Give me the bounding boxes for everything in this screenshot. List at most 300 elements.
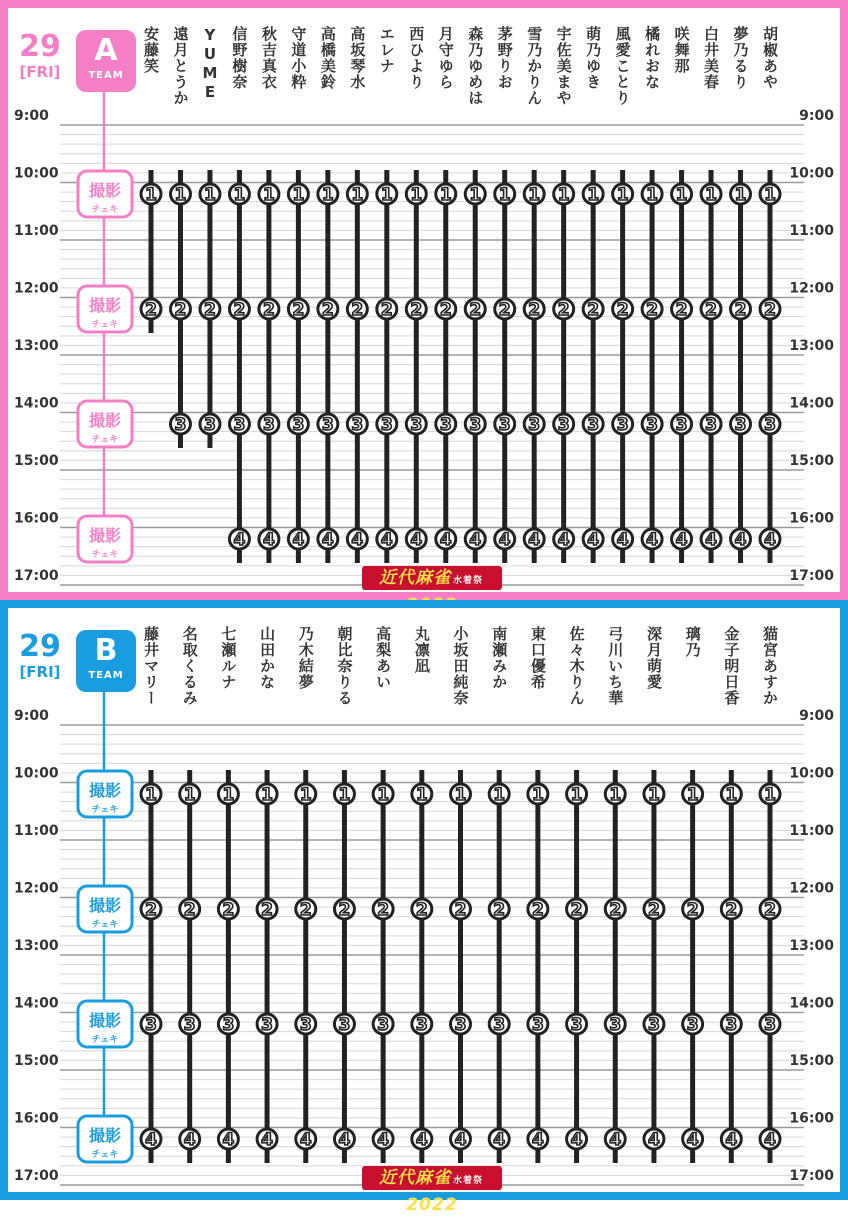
slot-number: 3: [686, 1015, 699, 1035]
member-schedule-bar: [591, 170, 596, 563]
member-column: [613, 170, 633, 563]
member-column: [377, 170, 397, 563]
member-column: [760, 170, 780, 563]
slot-number: 4: [498, 530, 511, 550]
slot-number: 1: [609, 785, 622, 805]
slot-number: 1: [261, 785, 273, 805]
member-column: [567, 770, 587, 1163]
member-name: 夢乃るり: [731, 26, 750, 90]
member-name: 璃乃: [683, 626, 702, 658]
event-logo: [362, 1166, 502, 1215]
slot-number: 2: [557, 300, 570, 320]
slot-number: 3: [380, 415, 393, 435]
slot-number: 3: [557, 415, 570, 435]
time-label-left: 9:00: [14, 108, 49, 124]
session-sublabel: チェキ: [91, 320, 119, 330]
time-label-right: 13:00: [789, 338, 834, 354]
slot-number: 1: [675, 185, 688, 205]
slot-number: 1: [648, 785, 660, 805]
member-name: エレナ: [377, 26, 396, 74]
member-name: 丸凛凪: [412, 626, 431, 674]
slot-number: 2: [233, 300, 246, 320]
slot-number: 2: [454, 900, 467, 920]
slot-number: 3: [233, 415, 246, 435]
slot-number: 4: [469, 530, 482, 550]
session-sublabel: チェキ: [91, 920, 119, 930]
member-column: [347, 170, 367, 563]
session-label: 撮影: [88, 781, 122, 800]
session-box-1: [78, 171, 132, 217]
member-column: [524, 170, 544, 563]
slot-number: 3: [528, 415, 541, 435]
team-a-word: TEAM: [88, 70, 124, 81]
time-label-right: 10:00: [789, 765, 834, 782]
member-name: 咲舞那: [672, 26, 691, 74]
slot-number: 4: [222, 1130, 235, 1150]
slot-number: 2: [528, 300, 541, 320]
team-a-date-number: 29: [19, 29, 61, 64]
member-schedule-bar: [226, 770, 231, 1163]
member-schedule-bar: [355, 170, 360, 563]
member-schedule-bar: [149, 770, 154, 1163]
member-name: 小坂田純奈: [451, 626, 470, 706]
member-column: [180, 770, 200, 1163]
slot-number: 4: [646, 530, 659, 550]
slot-number: 2: [764, 300, 776, 320]
session-sublabel: チェキ: [91, 1150, 119, 1160]
slot-number: 1: [587, 185, 600, 205]
member-name: 西ひより: [407, 26, 426, 90]
slot-number: 1: [705, 185, 717, 205]
member-column: [373, 770, 393, 1163]
slot-number: 3: [145, 1015, 157, 1035]
member-schedule-bar: [709, 170, 714, 563]
slot-number: 4: [725, 1130, 738, 1150]
time-label-right: 11:00: [789, 823, 834, 839]
member-column: [583, 170, 603, 563]
time-label-left: 17:00: [14, 568, 59, 584]
member-column: [731, 170, 751, 563]
slot-number: 3: [415, 1015, 428, 1035]
slot-number: 1: [764, 185, 776, 205]
logo-subtext: 水着祭: [452, 576, 483, 586]
slot-number: 1: [145, 785, 157, 805]
member-schedule-bar: [613, 770, 618, 1163]
slot-number: 2: [648, 900, 660, 920]
slot-number: 1: [145, 185, 157, 205]
member-name: YUME: [200, 26, 219, 102]
member-schedule-bar: [768, 170, 773, 563]
member-schedule-bar: [535, 770, 540, 1163]
member-column: [644, 770, 664, 1163]
time-label-left: 15:00: [14, 1053, 59, 1069]
slot-number: 1: [616, 185, 629, 205]
slot-number: 4: [299, 1130, 312, 1150]
slot-number: 2: [410, 300, 423, 320]
slot-number: 1: [725, 785, 738, 805]
time-label-right: 13:00: [789, 938, 834, 954]
member-name: 守道小粋: [289, 26, 308, 90]
time-label-left: 15:00: [14, 453, 59, 469]
member-name: 深月萌愛: [644, 626, 663, 690]
slot-number: 4: [648, 1130, 660, 1150]
slot-number: 3: [377, 1015, 390, 1035]
member-schedule-bar: [574, 770, 579, 1163]
slot-number: 3: [183, 1015, 196, 1035]
member-column: [528, 770, 548, 1163]
slot-number: 3: [321, 415, 334, 435]
time-label-left: 12:00: [14, 880, 59, 897]
member-column: [554, 170, 574, 563]
member-name: 朝比奈りる: [335, 626, 354, 706]
member-schedule-bar: [419, 770, 424, 1163]
slot-number: 2: [587, 300, 600, 320]
slot-number: 1: [415, 785, 428, 805]
slot-number: 4: [528, 530, 541, 550]
slot-number: 2: [439, 300, 452, 320]
slot-number: 2: [380, 300, 393, 320]
slot-number: 1: [292, 185, 305, 205]
slot-number: 4: [377, 1130, 390, 1150]
slot-number: 4: [570, 1130, 583, 1150]
member-schedule-bar: [620, 170, 625, 563]
slot-number: 3: [439, 415, 452, 435]
slot-number: 2: [338, 900, 351, 920]
time-label-right: 9:00: [799, 708, 834, 724]
session-sublabel: チェキ: [91, 435, 119, 445]
slot-number: 4: [439, 530, 452, 550]
slot-number: 2: [705, 300, 717, 320]
team-a-member-names: [8, 8, 840, 118]
slot-number: 4: [351, 530, 364, 550]
slot-number: 1: [531, 785, 544, 805]
slot-number: 4: [587, 530, 600, 550]
slot-number: 2: [616, 300, 629, 320]
member-schedule-bar: [266, 170, 271, 563]
time-label-left: 13:00: [14, 338, 59, 354]
slot-number: 2: [675, 300, 688, 320]
time-label-right: 12:00: [789, 280, 834, 297]
member-column: [412, 770, 432, 1163]
slot-number: 1: [174, 185, 187, 205]
member-schedule-bar: [265, 770, 270, 1163]
logo-text: 近代麻雀: [378, 568, 451, 588]
time-label-left: 14:00: [14, 995, 59, 1012]
member-schedule-bar: [679, 170, 684, 563]
slot-number: 1: [557, 185, 570, 205]
slot-number: 1: [410, 185, 423, 205]
slot-number: 1: [338, 785, 351, 805]
slot-number: 2: [145, 900, 157, 920]
logo-subtext: 水着祭: [452, 1176, 483, 1186]
member-column: [495, 170, 515, 563]
time-label-right: 11:00: [789, 223, 834, 239]
session-box-3: [78, 401, 132, 447]
slot-number: 1: [222, 785, 235, 805]
slot-number: 3: [410, 415, 423, 435]
slot-number: 2: [498, 300, 511, 320]
member-schedule-bar: [473, 170, 478, 563]
time-label-left: 10:00: [14, 165, 59, 182]
slot-number: 1: [528, 185, 541, 205]
member-name: 東口優希: [528, 626, 547, 690]
member-name: 風愛ことり: [613, 26, 632, 106]
member-schedule-bar: [738, 170, 743, 563]
member-column: [451, 770, 471, 1163]
slot-number: 2: [415, 900, 428, 920]
member-name: 乃木結夢: [296, 626, 315, 690]
member-schedule-bar: [381, 770, 386, 1163]
slot-number: 2: [734, 300, 747, 320]
time-label-left: 14:00: [14, 395, 59, 412]
member-column: [296, 770, 316, 1163]
member-column: [672, 170, 692, 563]
slot-number: 2: [351, 300, 364, 320]
session-label: 撮影: [88, 181, 122, 200]
slot-number: 4: [338, 1130, 351, 1150]
slot-number: 3: [261, 1015, 273, 1035]
member-schedule-bar: [303, 770, 308, 1163]
time-label-right: 17:00: [789, 1168, 834, 1184]
slot-number: 2: [570, 900, 583, 920]
time-label-right: 14:00: [789, 395, 834, 412]
time-label-right: 10:00: [789, 165, 834, 182]
slot-number: 4: [734, 530, 747, 550]
session-box-3: [78, 1001, 132, 1047]
time-label-left: 16:00: [14, 510, 59, 527]
session-sublabel: チェキ: [91, 205, 119, 215]
session-box-1: [78, 771, 132, 817]
team-a-schedule-panel: [0, 0, 848, 600]
member-name: 信野樹奈: [230, 26, 249, 90]
slot-number: 4: [145, 1130, 157, 1150]
session-sublabel: チェキ: [91, 805, 119, 815]
member-column: [218, 770, 238, 1163]
session-label: 撮影: [88, 1126, 122, 1145]
time-label-left: 9:00: [14, 708, 49, 724]
member-column: [489, 770, 509, 1163]
slot-number: 2: [145, 300, 157, 320]
time-label-right: 17:00: [789, 568, 834, 584]
member-name: 月守ゆら: [436, 26, 455, 90]
slot-number: 3: [609, 1015, 622, 1035]
member-name: 萌乃ゆき: [584, 26, 603, 90]
member-name: 高梨あい: [374, 626, 393, 690]
session-label: 撮影: [88, 411, 122, 430]
slot-number: 3: [469, 415, 482, 435]
slot-number: 4: [705, 530, 717, 550]
team-a-day-of-week: [FRI]: [19, 63, 61, 81]
slot-number: 2: [222, 900, 235, 920]
slot-number: 2: [321, 300, 334, 320]
time-label-left: 11:00: [14, 223, 59, 239]
member-name: 胡椒あや: [761, 26, 779, 90]
member-name: 雪乃かりん: [525, 26, 544, 106]
member-column: [288, 170, 308, 563]
slot-number: 2: [261, 900, 273, 920]
slot-number: 3: [292, 415, 305, 435]
slot-number: 4: [380, 530, 393, 550]
slot-number: 1: [764, 785, 776, 805]
slot-number: 3: [734, 415, 747, 435]
slot-number: 4: [764, 1130, 776, 1150]
slot-number: 3: [648, 1015, 660, 1035]
team-b-letter: B: [94, 633, 118, 668]
slot-number: 3: [454, 1015, 467, 1035]
slot-number: 3: [299, 1015, 312, 1035]
slot-number: 2: [531, 900, 544, 920]
member-schedule-bar: [651, 770, 656, 1163]
session-box-2: [78, 286, 132, 332]
slot-number: 2: [204, 300, 216, 320]
member-column: [257, 770, 277, 1163]
member-schedule-bar: [532, 170, 537, 563]
member-schedule-bar: [414, 170, 419, 563]
slot-number: 1: [204, 185, 216, 205]
member-schedule-bar: [497, 770, 502, 1163]
slot-number: 4: [410, 530, 423, 550]
slot-number: 3: [616, 415, 629, 435]
member-column: [229, 170, 249, 563]
member-schedule-bar: [325, 170, 330, 563]
slot-number: 1: [439, 185, 452, 205]
member-column: [465, 170, 485, 563]
member-column: [701, 170, 721, 563]
slot-number: 4: [292, 530, 305, 550]
session-sublabel: チェキ: [91, 550, 119, 560]
member-column: [760, 770, 780, 1163]
slot-number: 1: [570, 785, 583, 805]
member-schedule-bar: [502, 170, 507, 563]
slot-number: 1: [454, 785, 467, 805]
slot-number: 4: [415, 1130, 428, 1150]
slot-number: 3: [570, 1015, 583, 1035]
slot-number: 4: [261, 1130, 273, 1150]
member-column: [436, 170, 456, 563]
slot-number: 2: [469, 300, 482, 320]
time-label-left: 17:00: [14, 1168, 59, 1184]
time-label-right: 16:00: [789, 510, 834, 527]
slot-number: 3: [587, 415, 600, 435]
member-name: 佐々木りん: [567, 626, 586, 706]
slot-number: 3: [675, 415, 688, 435]
member-name: 森乃ゆめは: [466, 26, 485, 106]
slot-number: 4: [454, 1130, 467, 1150]
slot-number: 2: [174, 300, 187, 320]
slot-number: 1: [321, 185, 334, 205]
slot-number: 2: [609, 900, 622, 920]
slot-number: 1: [686, 785, 699, 805]
slot-number: 2: [725, 900, 738, 920]
member-name: 名取くるみ: [180, 626, 199, 706]
member-column: [141, 770, 161, 1163]
slot-number: 3: [705, 415, 717, 435]
session-box-4: [78, 1116, 132, 1162]
slot-number: 4: [557, 530, 570, 550]
slot-number: 4: [609, 1130, 622, 1150]
member-name: 金子明日香: [722, 626, 741, 706]
member-name: 弓川いち華: [606, 626, 625, 706]
member-name: 高橋美鈴: [318, 26, 337, 90]
slot-number: 2: [292, 300, 305, 320]
session-label: 撮影: [88, 526, 122, 545]
member-schedule-bar: [561, 170, 566, 563]
time-label-right: 14:00: [789, 995, 834, 1012]
slot-number: 2: [764, 900, 776, 920]
member-column: [334, 770, 354, 1163]
member-name: 茅野りお: [495, 26, 514, 90]
slot-number: 2: [686, 900, 699, 920]
time-label-right: 15:00: [789, 453, 834, 469]
member-column: [605, 770, 625, 1163]
team-b-word: TEAM: [88, 670, 124, 681]
slot-number: 1: [377, 785, 390, 805]
logo-year: 2022: [406, 1195, 458, 1215]
slot-number: 3: [351, 415, 364, 435]
time-label-left: 11:00: [14, 823, 59, 839]
session-box-2: [78, 886, 132, 932]
slot-number: 2: [377, 900, 390, 920]
member-name: 秋吉真衣: [259, 26, 278, 90]
member-schedule-bar: [187, 770, 192, 1163]
slot-number: 4: [686, 1130, 699, 1150]
slot-number: 3: [646, 415, 659, 435]
slot-number: 3: [498, 415, 511, 435]
team-b-date-number: 29: [19, 629, 61, 664]
member-column: [259, 170, 279, 563]
member-name: 南瀬みか: [490, 626, 509, 690]
slot-number: 1: [498, 185, 511, 205]
slot-number: 1: [493, 785, 506, 805]
member-name: 猫宮あすか: [761, 626, 779, 706]
slot-number: 1: [469, 185, 482, 205]
time-label-right: 12:00: [789, 880, 834, 897]
slot-number: 1: [380, 185, 393, 205]
time-label-right: 15:00: [789, 1053, 834, 1069]
member-schedule-bar: [296, 170, 301, 563]
slot-number: 3: [531, 1015, 544, 1035]
team-a-letter: A: [94, 33, 118, 68]
member-column: [721, 770, 741, 1163]
session-sublabel: チェキ: [91, 1035, 119, 1045]
slot-number: 4: [233, 530, 246, 550]
slot-number: 2: [262, 300, 275, 320]
slot-number: 1: [262, 185, 275, 205]
session-box-4: [78, 516, 132, 562]
time-label-right: 16:00: [789, 1110, 834, 1127]
member-name: 宇佐美まや: [554, 26, 573, 106]
logo-text: 近代麻雀: [378, 1168, 451, 1188]
team-b-day-of-week: [FRI]: [19, 663, 61, 681]
member-name: 藤井マリー: [142, 626, 160, 706]
team-b-schedule-panel: [0, 600, 848, 1215]
session-label: 撮影: [88, 896, 122, 915]
member-schedule-bar: [690, 770, 695, 1163]
slot-number: 1: [233, 185, 246, 205]
slot-number: 1: [351, 185, 364, 205]
slot-number: 4: [531, 1130, 544, 1150]
member-name: 山田かな: [258, 626, 277, 690]
slot-number: 3: [764, 1015, 776, 1035]
member-column: [406, 170, 426, 563]
slot-number: 2: [299, 900, 312, 920]
slot-number: 4: [183, 1130, 196, 1150]
slot-number: 4: [675, 530, 688, 550]
event-logo: [362, 566, 502, 590]
slot-number: 3: [174, 415, 187, 435]
member-schedule-bar: [768, 770, 773, 1163]
member-name: 高坂琴水: [348, 26, 367, 90]
